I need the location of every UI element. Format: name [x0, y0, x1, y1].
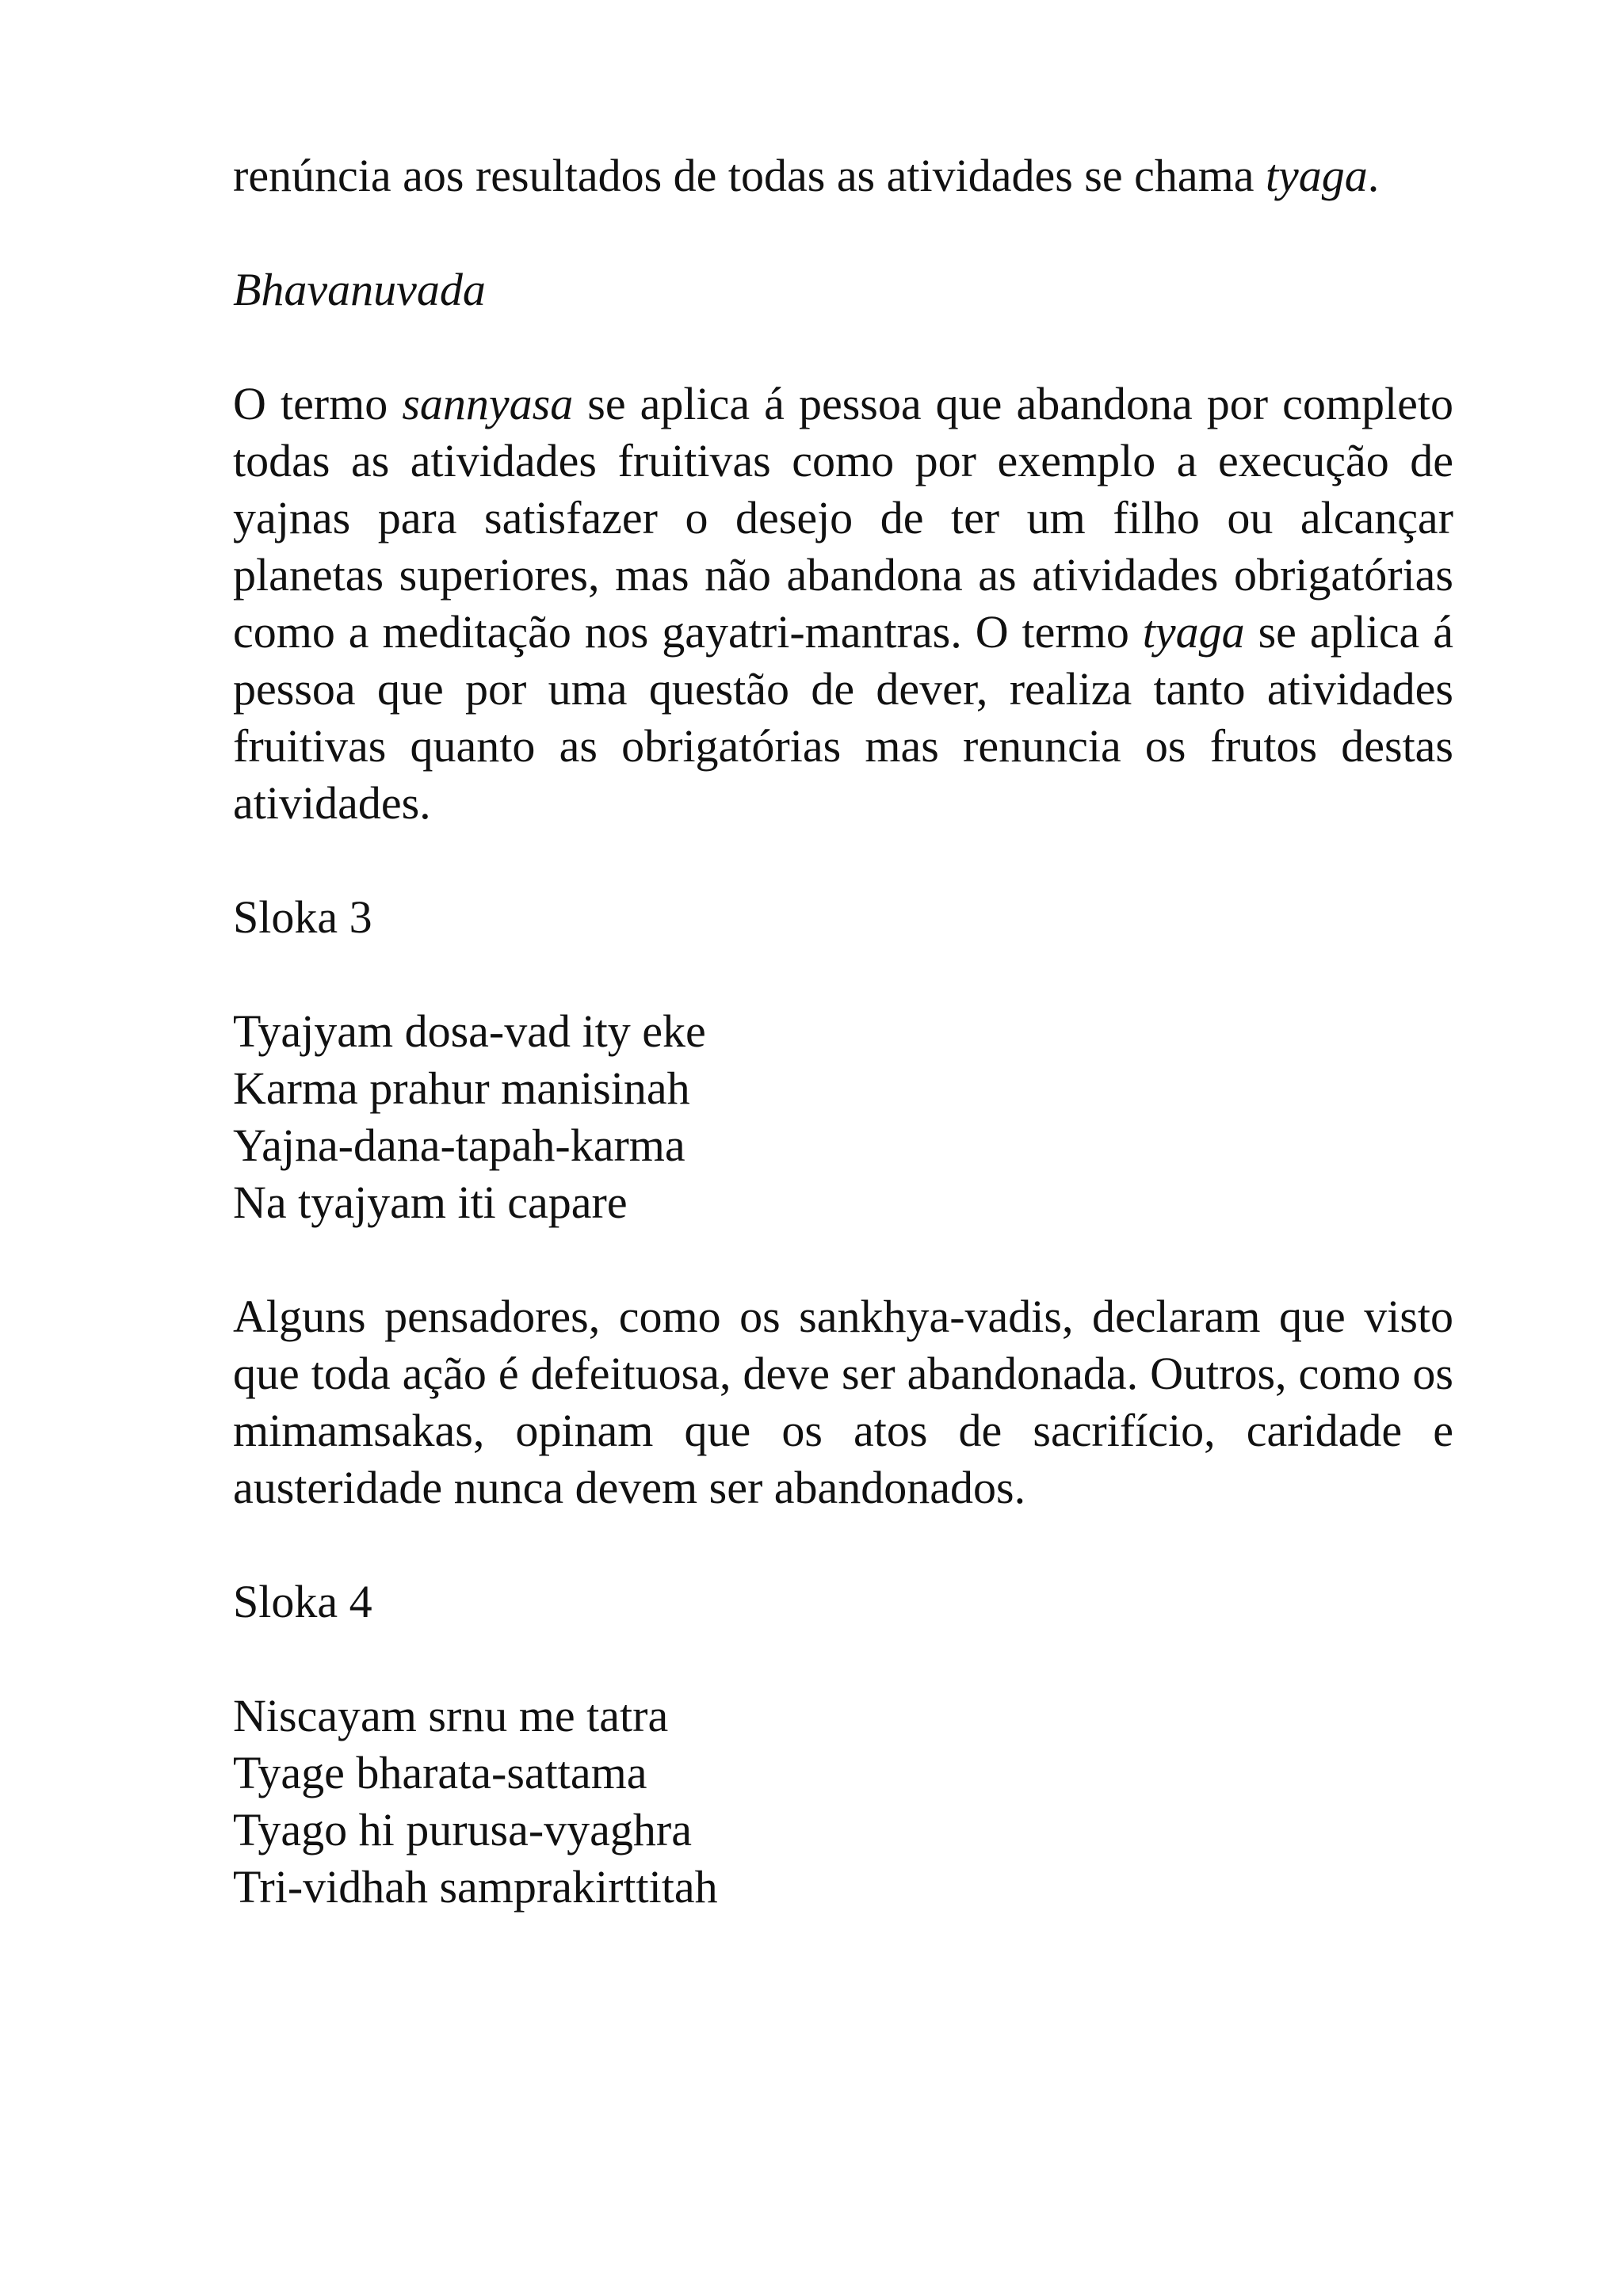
verse-line: Tyage bharata-sattama [233, 1747, 647, 1798]
spacer [233, 1231, 1453, 1288]
spacer [233, 1516, 1453, 1573]
bhavanuvada-paragraph [233, 376, 1453, 832]
page-content [233, 147, 1453, 1916]
bhavanuvada-term-sannyasa: sannyasa [402, 378, 574, 429]
bhavanuvada-heading: Bhavanuvada [233, 264, 486, 315]
spacer [233, 832, 1453, 889]
sloka4-heading: Sloka 4 [233, 1576, 372, 1627]
sloka3-verse [233, 1003, 1453, 1231]
bhavanuvada-part: se aplica á pessoa que abandona por completo todas as atividades fruitivas como por exemplo a execução de yajnas para satisfazer o desejo de ter um filho ou alcançar planetas superiores, mas não abandona as atividades obrigatórias como a meditação nos gayatri-mantras. O termo [233, 378, 1454, 658]
verse-line: Niscayam srnu me tatra [233, 1690, 669, 1741]
verse-line: Tyajyam dosa-vad ity eke [233, 1005, 706, 1057]
intro-paragraph [233, 147, 1453, 204]
spacer [233, 1630, 1453, 1688]
verse-line: Na tyajyam iti capare [233, 1177, 628, 1228]
spacer [233, 318, 1453, 376]
bhavanuvada-part: se aplica á pessoa que por uma questão de dever, realiza tanto atividades fruitivas quanto as obrigatórias mas renuncia os frutos destas atividades. [233, 606, 1453, 829]
sloka3-translation: Alguns pensadores, como os sankhya-vadis, declaram que visto que toda ação é defeituosa, deve ser abandonada. Outros, como os mimamsakas, opinam que os atos de sacrifício, caridade e austeridade nunca devem ser abandonados. [233, 1291, 1453, 1513]
bhavanuvada-part: O termo [233, 378, 403, 429]
verse-line: Tri-vidhah samprakirttitah [233, 1861, 718, 1913]
bhavanuvada-term-tyaga: tyaga [1142, 606, 1245, 658]
spacer [233, 946, 1453, 1003]
spacer [233, 204, 1453, 261]
verse-line: Karma prahur manisinah [233, 1062, 690, 1114]
sloka4-verse [233, 1688, 1453, 1916]
verse-line: Yajna-dana-tapah-karma [233, 1119, 685, 1171]
intro-term-tyaga: tyaga [1265, 150, 1368, 201]
verse-line: Tyago hi purusa-vyaghra [233, 1804, 692, 1855]
intro-text: renúncia aos resultados de todas as atividades se chama [233, 150, 1266, 201]
sloka3-heading: Sloka 3 [233, 891, 372, 943]
intro-period: . [1367, 150, 1380, 201]
